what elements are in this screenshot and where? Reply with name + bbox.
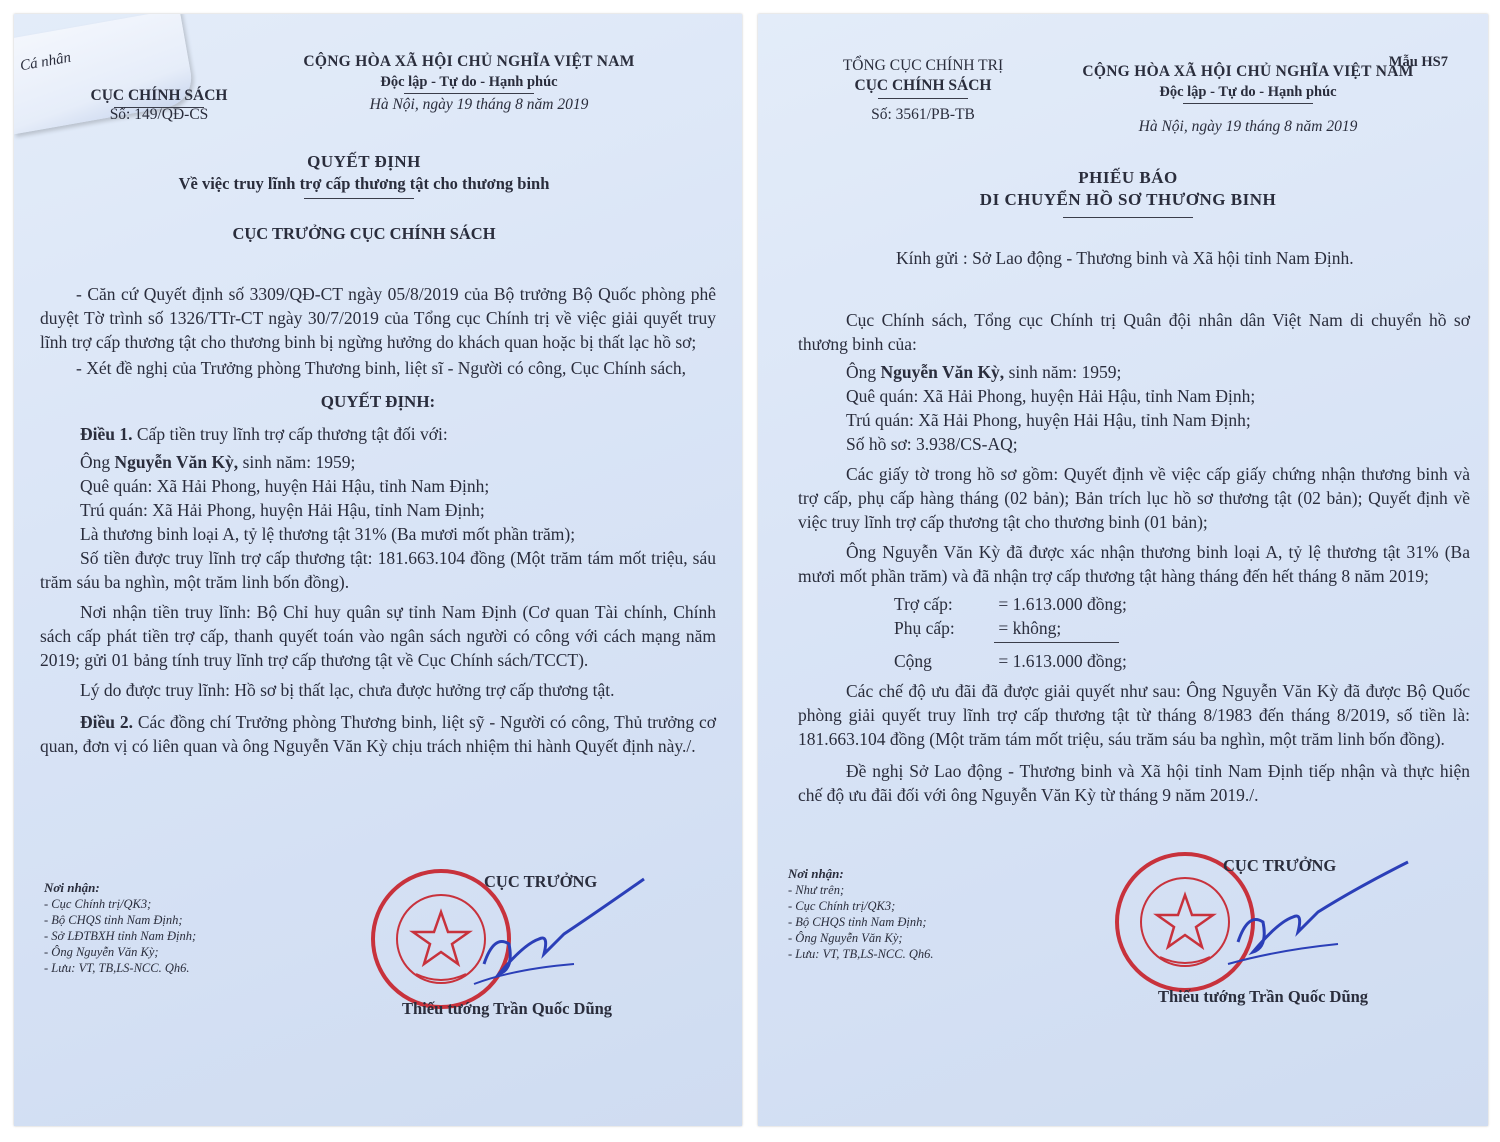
notice-title: PHIẾU BÁO [1078, 168, 1178, 187]
recipient-item: - Cục Chính trị/QK3; [788, 899, 896, 913]
allowance-value: = 1.613.000 đồng; [998, 594, 1127, 614]
person-birth: sinh năm: 1959; [1008, 362, 1122, 382]
beneficiary-block [40, 450, 716, 546]
total-row [894, 649, 1470, 673]
recipient-item: - Ông Nguyễn Văn Kỳ; [788, 931, 903, 945]
document-number: Số: 149/QĐ-CS [109, 106, 209, 123]
signer-name: Thiếu tướng Trần Quốc Dũng [402, 999, 613, 1018]
reason: Lý do được truy lĩnh: Hồ sơ bị thất lạc, chưa được hưởng trợ cấp thương tật. [80, 680, 615, 700]
nation-header [279, 52, 659, 92]
transfer-notice-document [758, 14, 1488, 1126]
person-prefix: Ông [846, 362, 877, 382]
recipient-item: - Bộ CHQS tỉnh Nam Định; [788, 915, 927, 929]
allowance-label: Trợ cấp: [894, 594, 953, 614]
residence: Trú quán: Xã Hải Phong, huyện Hải Hậu, tỉnh Nam Định; [846, 410, 1251, 430]
person-line [846, 360, 1470, 384]
documents-list: Các giấy tờ trong hồ sơ gồm: Quyết định về việc cấp giấy chứng nhận thương binh và trợ cấp, phụ cấp hàng tháng (02 bản); Bản trích lục hồ sơ thương tật (02 bản); Quyết định về việc truy lĩnh trợ cấp thương tật cho thương binh (01 bản); [798, 464, 1470, 532]
title-rule [1063, 217, 1193, 218]
amount: Số tiền được truy lĩnh trợ cấp thương tật: 181.663.104 đồng (Một trăm tám mốt triệu, sáu trăm sáu ba nghìn, một trăm linh bốn đồng). [40, 548, 716, 592]
hometown: Quê quán: Xã Hải Phong, huyện Hải Hậu, tỉnh Nam Định; [846, 386, 1256, 406]
person-name: Nguyễn Văn Kỳ, [880, 362, 1005, 382]
form-code: Mẫu HS7 [1388, 54, 1448, 70]
document-date: Hà Nội, ngày 19 tháng 8 năm 2019 [1138, 118, 1358, 135]
header-rule [878, 98, 968, 99]
status: Ông Nguyễn Văn Kỳ đã được xác nhận thương binh loại A, tỷ lệ thương tật 31% (Ba mươi mốt phần trăm) và đã nhận trợ cấp thương tật hàng tháng đến hết tháng 8 năm 2019; [798, 542, 1470, 586]
intro: Cục Chính sách, Tổng cục Chính trị Quân đội nhân dân Việt Nam di chuyển hồ sơ thương binh của: [798, 310, 1470, 354]
recipient-item: - Cục Chính trị/QK3; [44, 897, 152, 911]
org-line2: CỤC CHÍNH SÁCH [90, 87, 228, 104]
org-line1: TỔNG CỤC CHÍNH TRỊ [842, 57, 1004, 74]
nation-name: CỘNG HÒA XÃ HỘI CHỦ NGHĨA VIỆT NAM [1082, 63, 1414, 80]
basis-2: - Xét đề nghị của Trưởng phòng Thương binh, liệt sĩ - Người có công, Cục Chính sách, [76, 358, 687, 378]
corner-note: Cá nhân [18, 49, 73, 75]
allowance-row [894, 592, 1470, 616]
motto: Độc lập - Tự do - Hạnh phúc [380, 74, 558, 90]
motto-rule [1183, 103, 1313, 104]
recipient-item: - Lưu: VT, TB,LS-NCC. Qh6. [44, 961, 190, 975]
article-2-label: Điều 2. [80, 712, 133, 732]
person-name: Nguyễn Văn Kỳ, [114, 452, 239, 472]
recipient-item: - Lưu: VT, TB,LS-NCC. Qh6. [788, 947, 934, 961]
basis-1: - Căn cứ Quyết định số 3309/QĐ-CT ngày 05/8/2019 của Bộ trưởng Bộ Quốc phòng phê duyệt Tờ trình số 1326/TTr-CT ngày 30/7/2019 của Tổng cục Chính trị về việc giải quyết truy lĩnh trợ cấp thương tật cho thương binh bị ngừng hưởng do khách quan hoặc bị thất lạc hồ sơ; [40, 284, 716, 352]
decision-body [40, 282, 716, 758]
extra-allowance-row [894, 616, 1470, 640]
document-number: Số: 3561/PB-TB [871, 106, 975, 123]
recipient-item: - Như trên; [788, 883, 845, 897]
subject-rule [304, 198, 414, 199]
org-header [74, 66, 244, 106]
signature [454, 874, 654, 994]
person-birth: sinh năm: 1959; [242, 452, 356, 472]
document-date: Hà Nội, ngày 19 tháng 8 năm 2019 [369, 96, 589, 113]
recipient-item: - Sở LĐTBXH tỉnh Nam Định; [44, 929, 197, 943]
extra-allowance-value: = không; [998, 618, 1062, 638]
org-line2: CỤC CHÍNH SÁCH [854, 77, 992, 94]
signature [1208, 852, 1418, 972]
nation-name: CỘNG HÒA XÃ HỘI CHỦ NGHĨA VIỆT NAM [303, 53, 635, 70]
person-line [80, 450, 716, 474]
document-subject: Về việc truy lĩnh trợ cấp thương tật cho thương binh [178, 174, 550, 193]
article-1 [40, 422, 716, 446]
hometown: Quê quán: Xã Hải Phong, huyện Hải Hậu, tỉnh Nam Định; [80, 476, 490, 496]
total-label: Cộng [894, 651, 932, 671]
veteran-info [798, 360, 1470, 456]
article-1-text: Cấp tiền truy lĩnh trợ cấp thương tật đối với: [136, 424, 448, 444]
total-rule [994, 642, 1119, 643]
notice-body [798, 308, 1470, 807]
residence: Trú quán: Xã Hải Phong, huyện Hải Hậu, tỉnh Nam Định; [80, 500, 485, 520]
extra-allowance-label: Phụ cấp: [894, 618, 955, 638]
recipients-list [788, 866, 1038, 962]
disability-category: Là thương binh loại A, tỷ lệ thương tật 31% (Ba mươi mốt phần trăm); [80, 524, 576, 544]
decision-document [14, 14, 742, 1126]
recipients-list [44, 880, 294, 976]
recipient-item: - Bộ CHQS tỉnh Nam Định; [44, 913, 183, 927]
addressee: Kính gửi : Sở Lao động - Thương binh và Xã hội tỉnh Nam Định. [896, 248, 1354, 268]
decide-heading: QUYẾT ĐỊNH: [320, 392, 436, 411]
motto: Độc lập - Tự do - Hạnh phúc [1159, 84, 1337, 100]
file-number: Số hồ sơ: 3.938/CS-AQ; [846, 434, 1018, 454]
signer-name: Thiếu tướng Trần Quốc Dũng [1158, 987, 1369, 1006]
article-2-text: Các đồng chí Trưởng phòng Thương binh, liệt sỹ - Người có công, Thủ trưởng cơ quan, đơn vị có liên quan và ông Nguyễn Văn Kỳ chịu trách nhiệm thi hành Quyết định này./. [40, 712, 717, 756]
document-title: QUYẾT ĐỊNH [307, 152, 421, 171]
person-prefix: Ông [80, 452, 111, 472]
payee: Nơi nhận tiền truy lĩnh: Bộ Chỉ huy quân sự tỉnh Nam Định (Cơ quan Tài chính, Chính sách cấp phát tiền trợ cấp, thanh quyết toán vào ngân sách người có công với cách mạng năm 2019; gửi 01 bảng tính truy lĩnh trợ cấp thương tật về Cục Chính sách/TCCT). [40, 602, 716, 670]
recipient-item: - Ông Nguyễn Văn Kỳ; [44, 945, 159, 959]
recipients-heading: Nơi nhận: [44, 880, 100, 895]
nation-header [1058, 62, 1438, 102]
signer-title: CỤC TRƯỞNG [484, 872, 598, 891]
recipients-heading: Nơi nhận: [788, 866, 844, 881]
signer-title: CỤC TRƯỞNG [1223, 856, 1337, 875]
benefits: Các chế độ ưu đãi đã được giải quyết như sau: Ông Nguyễn Văn Kỳ đã được Bộ Quốc phòng giải quyết truy lĩnh trợ cấp thương tật từ tháng 8/1983 đến tháng 8/2019, số tiền là: 181.663.104 đồng (Một trăm tám mốt triệu, sáu trăm sáu ba nghìn, một trăm linh bốn đồng). [798, 681, 1470, 749]
allowance-table [798, 592, 1470, 673]
request: Đề nghị Sở Lao động - Thương binh và Xã hội tỉnh Nam Định tiếp nhận và thực hiện chế độ ưu đãi đối với ông Nguyễn Văn Kỳ từ tháng 9 năm 2019./. [798, 761, 1470, 805]
article-2 [40, 710, 716, 758]
article-1-label: Điều 1. [80, 424, 133, 444]
notice-subtitle: DI CHUYỂN HỒ SƠ THƯƠNG BINH [979, 190, 1277, 209]
total-value: = 1.613.000 đồng; [998, 651, 1127, 671]
motto-rule [404, 93, 534, 94]
issuing-authority: CỤC TRƯỞNG CỤC CHÍNH SÁCH [232, 224, 496, 243]
org-header [828, 56, 1018, 96]
